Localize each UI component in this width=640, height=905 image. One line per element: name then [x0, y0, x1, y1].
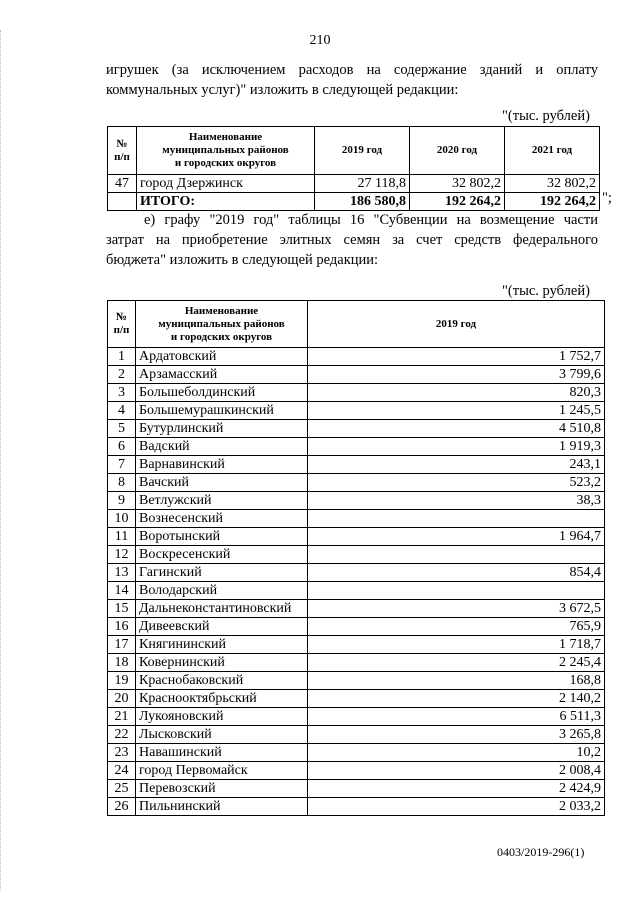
- row-value: 1 245,5: [308, 402, 605, 420]
- row-num: 6: [108, 438, 136, 456]
- row-num: 10: [108, 510, 136, 528]
- row-name: Бутурлинский: [136, 420, 308, 438]
- header-num: [108, 301, 136, 348]
- row-name: Дальнеконстантиновский: [136, 600, 308, 618]
- row-num: 25: [108, 780, 136, 798]
- table-row: [108, 780, 605, 798]
- row-value: 523,2: [308, 474, 605, 492]
- row-num: 23: [108, 744, 136, 762]
- row-num: 20: [108, 690, 136, 708]
- header-name: [137, 127, 315, 175]
- total-row: [108, 193, 600, 211]
- table-row: [108, 798, 605, 816]
- row-value: 4 510,8: [308, 420, 605, 438]
- unit-label: "(тыс. рублей): [502, 108, 590, 124]
- row-name: город Первомайск: [136, 762, 308, 780]
- row-num: 3: [108, 384, 136, 402]
- row-num: 22: [108, 726, 136, 744]
- row-name: Перевозский: [136, 780, 308, 798]
- row-value: 6 511,3: [308, 708, 605, 726]
- row-name: Володарский: [136, 582, 308, 600]
- row-name: Пильнинский: [136, 798, 308, 816]
- row-name: Вознесенский: [136, 510, 308, 528]
- row-value: 2 245,4: [308, 654, 605, 672]
- table-2: [107, 300, 605, 816]
- row-num: 13: [108, 564, 136, 582]
- middle-line: е) графу "2019 год" таблицы 16 "Субвенции на возмещение части: [144, 212, 598, 228]
- total-2021: 192 264,2: [505, 193, 600, 211]
- row-name: Воротынский: [136, 528, 308, 546]
- total-2020: 192 264,2: [410, 193, 505, 211]
- row-name: Воскресенский: [136, 546, 308, 564]
- table-row: [108, 690, 605, 708]
- row-name: Краснобаковский: [136, 672, 308, 690]
- header-num-text: № п/п: [113, 311, 130, 336]
- row-value: 2 424,9: [308, 780, 605, 798]
- table-row: [108, 420, 605, 438]
- row-2020: 32 802,2: [410, 175, 505, 193]
- table-1: [107, 126, 600, 211]
- row-name: Варнавинский: [136, 456, 308, 474]
- middle-line: бюджета" изложить в следующей редакции:: [106, 252, 379, 268]
- header-2020: 2020 год: [410, 127, 505, 175]
- row-num: 2: [108, 366, 136, 384]
- row-value: 10,2: [308, 744, 605, 762]
- row-num: 9: [108, 492, 136, 510]
- row-num: 47: [108, 175, 137, 193]
- row-value: 1 752,7: [308, 348, 605, 366]
- row-num: 26: [108, 798, 136, 816]
- row-value: 3 672,5: [308, 600, 605, 618]
- row-value: 2 008,4: [308, 762, 605, 780]
- header-name: [136, 301, 308, 348]
- row-num: 24: [108, 762, 136, 780]
- intro-line: коммунальных услуг)" изложить в следующей редакции:: [106, 82, 459, 98]
- row-num: 11: [108, 528, 136, 546]
- row-value: 854,4: [308, 564, 605, 582]
- table-row: [108, 384, 605, 402]
- row-name: Гагинский: [136, 564, 308, 582]
- row-num: 16: [108, 618, 136, 636]
- row-value: 1 964,7: [308, 528, 605, 546]
- table-row: [108, 456, 605, 474]
- table-row: [108, 636, 605, 654]
- header-num-text: № п/п: [114, 137, 130, 163]
- row-value: 243,1: [308, 456, 605, 474]
- table-row: [108, 492, 605, 510]
- header-name-text: Наименование муниципальных районов и городских округов: [162, 131, 289, 169]
- row-name: Большемурашкинский: [136, 402, 308, 420]
- row-num: 4: [108, 402, 136, 420]
- table-row: [108, 175, 600, 193]
- row-value: 765,9: [308, 618, 605, 636]
- table-row: [108, 474, 605, 492]
- row-2021: 32 802,2: [505, 175, 600, 193]
- table-row: [108, 546, 605, 564]
- row-num: 17: [108, 636, 136, 654]
- row-num: 14: [108, 582, 136, 600]
- row-value: 3 799,6: [308, 366, 605, 384]
- header-2019: 2019 год: [308, 301, 605, 348]
- row-value: 820,3: [308, 384, 605, 402]
- row-name: Вачский: [136, 474, 308, 492]
- intro-paragraph: [106, 60, 598, 100]
- table-row: [108, 708, 605, 726]
- row-name: Лукояновский: [136, 708, 308, 726]
- unit-label-2: "(тыс. рублей): [502, 283, 590, 299]
- row-value: [308, 546, 605, 564]
- row-name: Ветлужский: [136, 492, 308, 510]
- table-row: [108, 366, 605, 384]
- row-value: 2 033,2: [308, 798, 605, 816]
- row-name: Дивеевский: [136, 618, 308, 636]
- middle-line: затрат на приобретение элитных семян за счет средств федерального: [106, 232, 598, 248]
- table-row: [108, 744, 605, 762]
- table-2-body: [108, 348, 605, 816]
- intro-line: игрушек (за исключением расходов на содержание зданий и оплату: [106, 62, 598, 78]
- row-num: 1: [108, 348, 136, 366]
- row-num: 12: [108, 546, 136, 564]
- row-num: 15: [108, 600, 136, 618]
- row-value: [308, 510, 605, 528]
- row-value: 1 919,3: [308, 438, 605, 456]
- scan-margin-mark: [0, 30, 3, 890]
- table-1-closing-quote: ";: [602, 190, 612, 206]
- row-name: Лысковский: [136, 726, 308, 744]
- table-row: [108, 528, 605, 546]
- row-name: Вадский: [136, 438, 308, 456]
- table-2-header-row: [108, 301, 605, 348]
- document-code: 0403/2019-296(1): [497, 845, 585, 859]
- row-value: 38,3: [308, 492, 605, 510]
- row-value: 2 140,2: [308, 690, 605, 708]
- row-name: Краснооктябрьский: [136, 690, 308, 708]
- header-num: [108, 127, 137, 175]
- row-num: 7: [108, 456, 136, 474]
- row-name: Навашинский: [136, 744, 308, 762]
- row-value: 1 718,7: [308, 636, 605, 654]
- total-num: [108, 193, 137, 211]
- table-row: [108, 726, 605, 744]
- middle-paragraph: [106, 210, 598, 270]
- table-row: [108, 654, 605, 672]
- row-num: 8: [108, 474, 136, 492]
- header-2021: 2021 год: [505, 127, 600, 175]
- page-number: 210: [309, 33, 331, 48]
- header-2019: 2019 год: [315, 127, 410, 175]
- table-1-header-row: [108, 127, 600, 175]
- table-row: [108, 600, 605, 618]
- header-name-text: Наименование муниципальных районов и городских округов: [158, 304, 285, 343]
- row-num: 5: [108, 420, 136, 438]
- row-name: Арзамасский: [136, 366, 308, 384]
- row-value: [308, 582, 605, 600]
- table-row: [108, 672, 605, 690]
- table-row: [108, 348, 605, 366]
- total-label: ИТОГО:: [137, 193, 315, 211]
- table-row: [108, 564, 605, 582]
- table-row: [108, 438, 605, 456]
- row-name: Княгининский: [136, 636, 308, 654]
- total-2019: 186 580,8: [315, 193, 410, 211]
- table-row: [108, 510, 605, 528]
- table-row: [108, 618, 605, 636]
- row-value: 168,8: [308, 672, 605, 690]
- row-num: 21: [108, 708, 136, 726]
- row-num: 19: [108, 672, 136, 690]
- row-value: 3 265,8: [308, 726, 605, 744]
- row-2019: 27 118,8: [315, 175, 410, 193]
- row-num: 18: [108, 654, 136, 672]
- row-name: Большеболдинский: [136, 384, 308, 402]
- row-name: город Дзержинск: [137, 175, 315, 193]
- table-row: [108, 762, 605, 780]
- row-name: Ковернинский: [136, 654, 308, 672]
- table-row: [108, 402, 605, 420]
- table-row: [108, 582, 605, 600]
- row-name: Ардатовский: [136, 348, 308, 366]
